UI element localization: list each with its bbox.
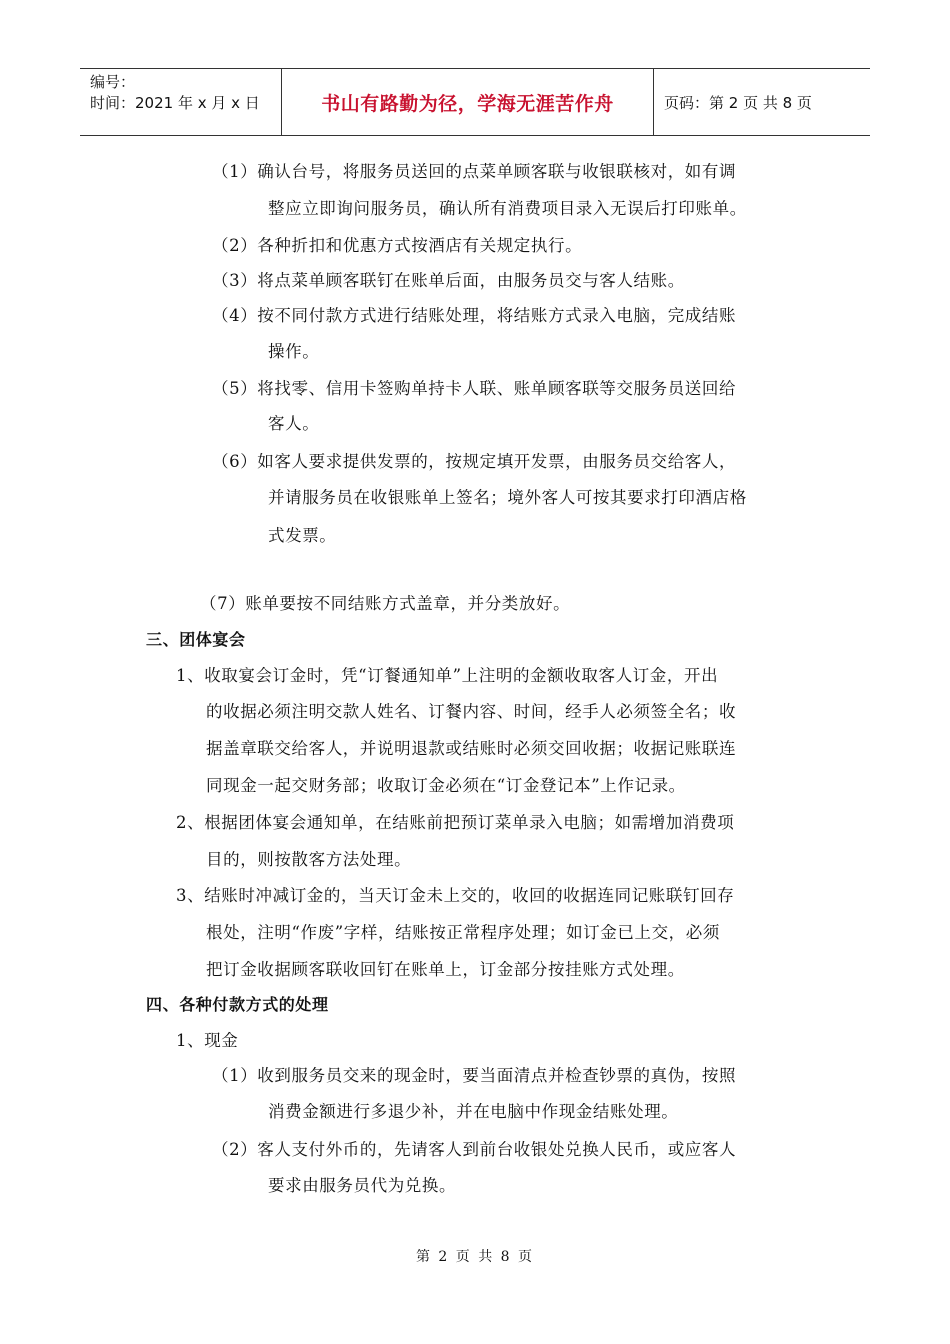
body-line: 同现金一起交财务部；收取订金必须在“订金登记本”上作记录。 <box>206 776 686 795</box>
body-line: 并请服务员在收银账单上签名；境外客人可按其要求打印酒店格 <box>268 488 747 507</box>
page-footer: 第 2 页 共 8 页 <box>415 1249 535 1265</box>
body-line: （1）收到服务员交来的现金时，要当面清点并检查钞票的真伪，按照 <box>212 1066 737 1085</box>
body-line: 根处，注明“作废”字样，结账按正常程序处理；如订金已上交，必须 <box>206 923 720 942</box>
header-page-info: 页码：第 2 页 共 8 页 <box>664 93 812 112</box>
body-line: 1、收取宴会订金时，凭“订餐通知单”上注明的金额收取客人订金，开出 <box>176 666 719 685</box>
body-line: （7）账单要按不同结账方式盖章，并分类放好。 <box>200 594 571 613</box>
body-line: 操作。 <box>268 342 320 361</box>
header-meta-cell <box>80 69 282 135</box>
body-line: 目的，则按散客方法处理。 <box>206 850 412 869</box>
body-line: （2）客人支付外币的，先请客人到前台收银处兑换人民币，或应客人 <box>212 1140 737 1159</box>
body-line: （3）将点菜单顾客联钉在账单后面，由服务员交与客人结账。 <box>212 271 685 290</box>
body-line: 把订金收据顾客联收回钉在账单上，订金部分按挂账方式处理。 <box>206 960 685 979</box>
body-line: 消费金额进行多退少补，并在电脑中作现金结账处理。 <box>268 1102 679 1121</box>
body-line: （4）按不同付款方式进行结账处理，将结账方式录入电脑，完成结账 <box>212 306 737 325</box>
body-line: 2、根据团体宴会通知单，在结账前把预订菜单录入电脑；如需增加消费项 <box>176 813 735 832</box>
body-line: 的收据必须注明交款人姓名、订餐内容、时间，经手人必须签全名；收 <box>206 702 737 721</box>
body-line: （1）确认台号，将服务员送回的点菜单顾客联与收银联核对，如有调 <box>212 162 737 181</box>
body-line: 式发票。 <box>268 526 337 545</box>
body-line: 客人。 <box>268 414 320 433</box>
body-line: 要求由服务员代为兑换。 <box>268 1176 457 1195</box>
body-line: 3、结账时冲减订金的，当天订金未上交的，收回的收据连同记账联钉回存 <box>176 886 735 905</box>
body-line: （5）将找零、信用卡签购单持卡人联、账单顾客联等交服务员送回给 <box>212 379 737 398</box>
document-header <box>80 68 870 136</box>
body-line: 1、现金 <box>176 1031 239 1050</box>
section-heading: 四、各种付款方式的处理 <box>146 995 329 1014</box>
body-line: （6）如客人要求提供发票的，按规定填开发票，由服务员交给客人， <box>212 452 737 471</box>
body-line: 据盖章联交给客人，并说明退款或结账时必须交回收据；收据记账联连 <box>206 739 737 758</box>
body-line: （2）各种折扣和优惠方式按酒店有关规定执行。 <box>212 236 583 255</box>
document-number-label: 编号： <box>90 73 136 91</box>
header-motto: 书山有路勤为径，学海无涯苦作舟 <box>282 69 654 135</box>
section-heading: 三、团体宴会 <box>146 630 246 649</box>
body-line: 整应立即询问服务员，确认所有消费项目录入无误后打印账单。 <box>268 199 747 218</box>
document-date-label: 时间：2021 年 x 月 x 日 <box>90 94 260 112</box>
